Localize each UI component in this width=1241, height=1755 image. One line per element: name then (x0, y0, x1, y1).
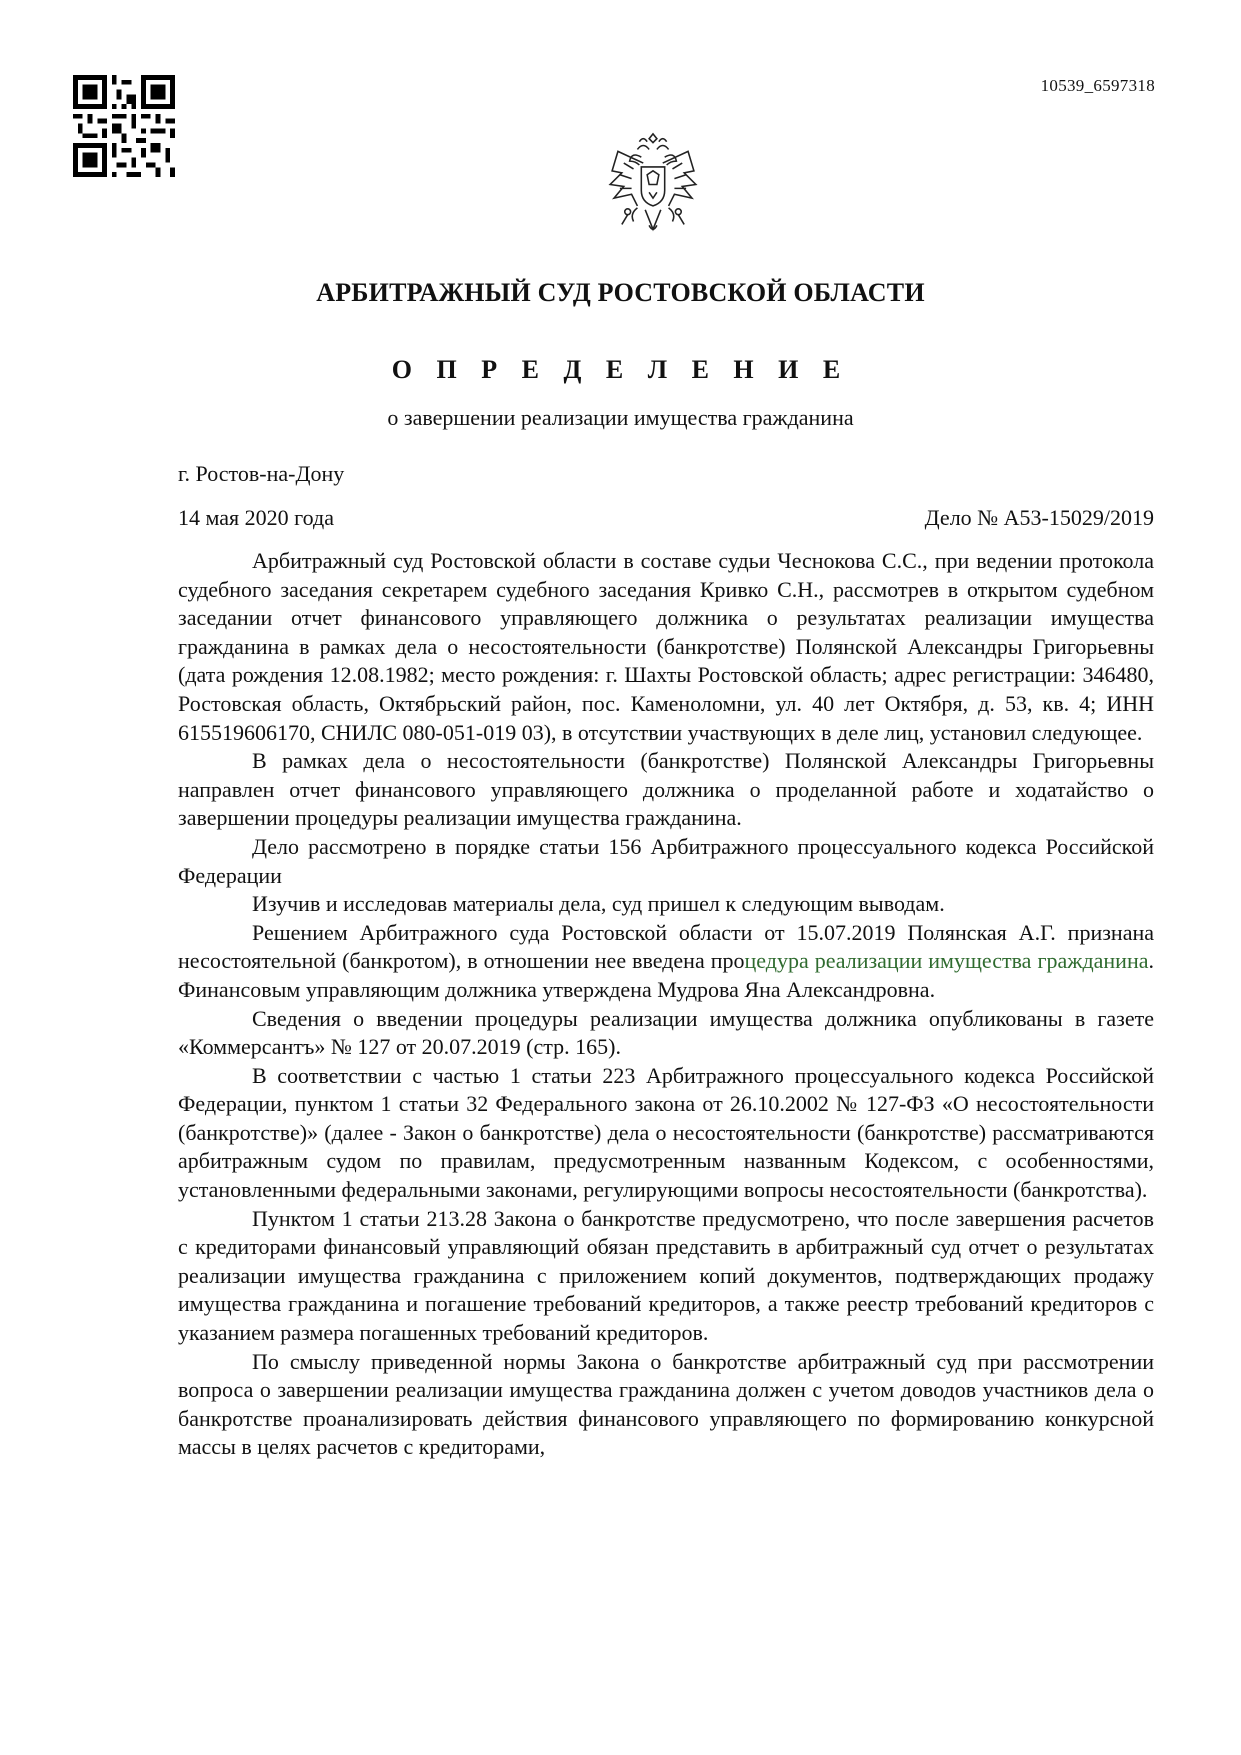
date-case-line (178, 505, 1154, 531)
paragraph: Пунктом 1 статьи 213.28 Закона о банкротстве предусмотрено, что после завершения расчетов с кредиторами финансовый управляющий обязан представить в арбитражный суд отчет о результатах реализации имущества гражданина с приложением копий документов, подтверждающих продажу имущества гражданина и погашение требований кредиторов, а также реестр требований кредиторов с указанием размера погашенных требований кредиторов. (178, 1205, 1154, 1346)
paragraph: Арбитражный суд Ростовской области в составе судьи Чеснокова С.С., при ведении протокола судебного заседания секретарем судебного заседания Кривко С.Н., рассмотрев в открытом судебном заседании отчет финансового управляющего должника о результатах реализации имущества гражданина в рамках дела о несостоятельности (банкротстве) Полянской Александры Григорьевны (дата рождения 12.08.1982; место рождения: г. Шахты Ростовской область; адрес регистрации: 346480, Ростовская область, Октябрьский район, пос. Каменоломни, ул. 40 лет Октября, д. 53, кв. 4; ИНН 615519606170, СНИЛС 080-051-019 03), в отсутствии участвующих в деле лиц, установил следующее. (178, 548, 1154, 745)
city: г. Ростов-на-Дону (178, 461, 345, 486)
document-date: 14 мая 2020 года (178, 505, 334, 530)
court-name: АРБИТРАЖНЫЙ СУД РОСТОВСКОЙ ОБЛАСТИ (316, 278, 925, 307)
document-id: 10539_6597318 (1040, 76, 1155, 95)
paragraph (178, 919, 1154, 1005)
document-subject: о завершении реализации имущества гражданина (387, 405, 854, 430)
document-body (178, 547, 1154, 1462)
russian-coat-of-arms-icon (604, 128, 702, 240)
paragraph-text: . Финансовым управляющим должника утверждена Мудрова Яна Александровна. (178, 948, 1154, 1002)
paragraph: Изучив и исследовав материалы дела, суд пришел к следующим выводам. (252, 891, 945, 917)
paragraph: По смыслу приведенной нормы Закона о банкротстве арбитражный суд при рассмотрении вопроса о завершении реализации имущества гражданина должен с учетом доводов участников дела о банкротстве проанализировать действия финансового управляющего по формированию конкурсной массы в целях расчетов с кредиторами, (178, 1348, 1154, 1460)
paragraph: Сведения о введении процедуры реализации имущества должника опубликованы в газете «Коммерсантъ» № 127 от 20.07.2019 (стр. 165). (178, 1005, 1154, 1060)
case-number: Дело № А53-15029/2019 (924, 505, 1154, 530)
paragraph-text: Решением Арбитражного суда Ростовской области от 15.07.2019 Полянская А.Г. признана несостоятельной (банкротом), в отношении нее введена про (178, 919, 1154, 974)
document-type-heading: О П Р Е Д Е Л Е Н И Е (391, 355, 850, 384)
qr-code-icon (73, 75, 175, 177)
paragraph: Дело рассмотрено в порядке статьи 156 Арбитражного процессуального кодекса Российской Федерации (178, 833, 1154, 888)
highlighted-text: цедура реализации имущества гражданина (744, 948, 1149, 974)
paragraph: В соответствии с частью 1 статьи 223 Арбитражного процессуального кодекса Российской Федерации, пунктом 1 статьи 32 Федерального закона от 26.10.2002 № 127-ФЗ «О несостоятельности (банкротстве)» (далее - Закон о банкротстве) дела о несостоятельности (банкротстве) рассматриваются арбитражным судом по правилам, предусмотренным названным Кодексом, с особенностями, установленными федеральными законами, регулирующими вопросы несостоятельности (банкротства). (178, 1062, 1154, 1203)
paragraph: В рамках дела о несостоятельности (банкротстве) Полянской Александры Григорьевны направлен отчет финансового управляющего должника о проделанной работе и ходатайство о завершении процедуры реализации имущества гражданина. (178, 748, 1154, 831)
